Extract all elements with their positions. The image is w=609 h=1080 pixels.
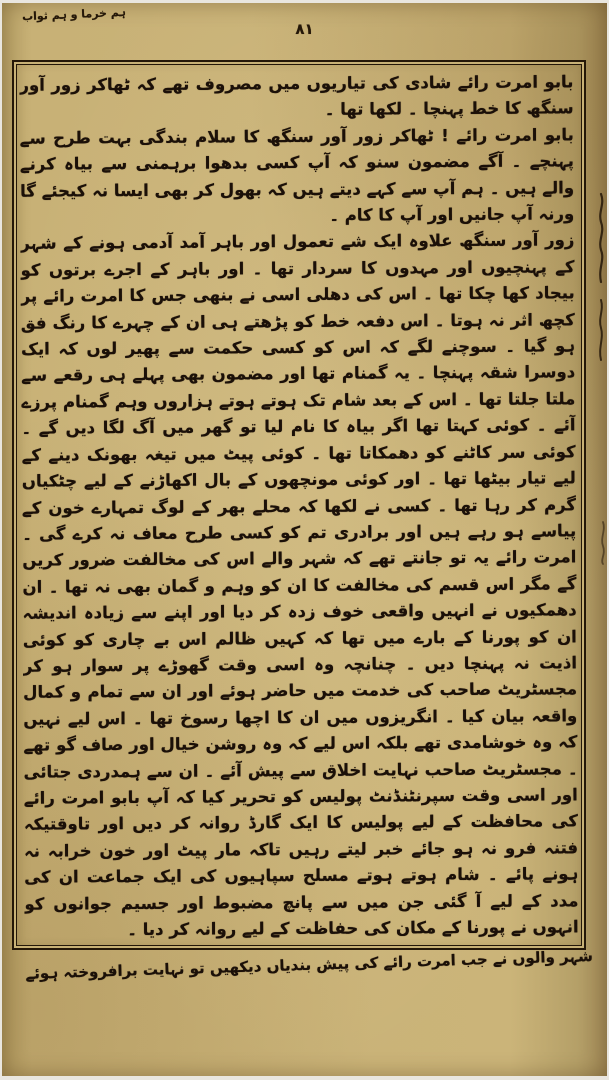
margin-annotation-icon (595, 192, 608, 284)
body-text (19, 69, 578, 942)
text-frame-border (12, 60, 586, 950)
margin-annotation-icon (595, 298, 607, 362)
body-paragraph: بابو امرت رائے شادی کی تیاریوں میں مصروف تھے کہ ٹھاکر زور آور سنگھ کا خط پہنچا ۔ لکھا تھا ۔ (19, 72, 574, 120)
running-title: ہم خرما و ہم ثواب (21, 5, 127, 24)
page-number: ۸۱ (295, 20, 314, 38)
body-paragraph: بابو امرت رائے ! ٹھاکر زور آور سنگھ کا سلام بندگی بہت طرح سے پہنچے ۔ آگے مضمون سنو کہ آپ کسی بدھوا برہمنی سے بیاہ کرنے والے ہیں ۔ ہم آپ سے کہے دیتے ہیں کہ بھول کر بھی ایسا نہ کیجئے گا ورنہ آپ جانیں اور آپ کا کام ۔ (19, 125, 575, 225)
margin-annotation-icon (598, 520, 608, 566)
body-paragraph: زور آور سنگھ علاوہ ایک شے تعمول اور باہر آمد آدمی ہونے کے شہر کے پہنچیوں اور مہدوں کا سردار تھا ۔ اور باہر کے اجرے برتوں کو بیجاد کھا چکا تھا ۔ اس کی دھلی اسی نے بنھی جس کا امرت رائے پر کچھ اثر نہ ہوتا ۔ اس دفعہ خط کو پڑھتے ہی ان کے چہرے کا رنگ فق ہو گیا ۔ سوچنے لگے کہ اس کو کسی حکمت سے پھیر لوں کہ ایک دوسرا شقہ پہنچا ۔ یہ گمنام تھا اور مضمون بھی پہلے ہی رقعے سے ملتا جلتا تھا ۔ اس کے بعد شام تک ہوتے ہوتے ہزاروں وہم گمنام پرزے آئے ۔ کوئی کہتا تھا اگر بیاہ کا نام لیا تو گھر میں آگ لگا دیں گے ۔ کوئی سر کاٹنے کو دھمکاتا تھا ۔ کوئی پیٹ میں تیغہ بھونک دینے کے لیے تیار بیٹھا تھا ۔ اور کوئی مونچھوں کے بال اکھاڑنے کے لیے چٹکیاں گرم کر رہا تھا ۔ کسی نے لکھا کہ محلے بھر کے لوگ تمہارے خون کے پیاسے ہو رہے ہیں اور برادری تم کو کسی طرح معاف نہ کرے گی ۔ امرت رائے یہ تو جانتے تھے کہ شہر والے اس کی مخالفت ضرور کریں گے مگر اس قسم کی مخالفت کا ان کو وہم و گمان بھی نہ تھا ۔ ان دھمکیوں نے انہیں واقعی خوف زدہ کر دیا اور اپنے سے زیادہ اندیشہ ان کو پورنا کے بارے میں تھا کہ کہیں ظالم اس بے چاری کو کوئی اذیت نہ پہنچا دیں ۔ چنانچہ وہ اسی وقت گھوڑے پر سوار ہو کر مجسٹریٹ صاحب کی خدمت میں حاضر ہوئے اور ان سے تمام و کمال واقعہ بیان کیا ۔ انگریزوں میں ان کا اچھا رسوخ تھا ۔ اس لیے نہیں کہ وہ خوشامدی تھے بلکہ اس لیے کہ وہ روشن خیال اور صاف گو تھے ۔ مجسٹریٹ صاحب نہایت اخلاق سے پیش آئے ۔ ان سے ہمدردی جتائی اور اسی وقت سپرنٹنڈنٹ پولیس کو تحریر کیا کہ آپ بابو امرت رائے کی محافظت کے لیے پولیس کا ایک گارڈ روانہ کر دیں اور تاوقتیکہ فتنہ فرو نہ ہو جائے خبر لیتے رہیں تاکہ مار پیٹ اور خون خرابہ نہ ہونے پائے ۔ شام ہوتے ہوتے مسلح سپاہیوں کی ایک جماعت ان کی مدد کے لیے آ گئی جن میں سے پانچ مضبوط اور جسیم جوانوں کو انہوں نے پورنا کے مکان کی حفاظت کے لیے روانہ کر دیا ۔ (20, 230, 579, 940)
catchword-line: شہر والوں نے جب امرت رائے کی پیش بندیاں دیکھیں تو نہایت برافروختہ ہوئے (25, 946, 594, 983)
